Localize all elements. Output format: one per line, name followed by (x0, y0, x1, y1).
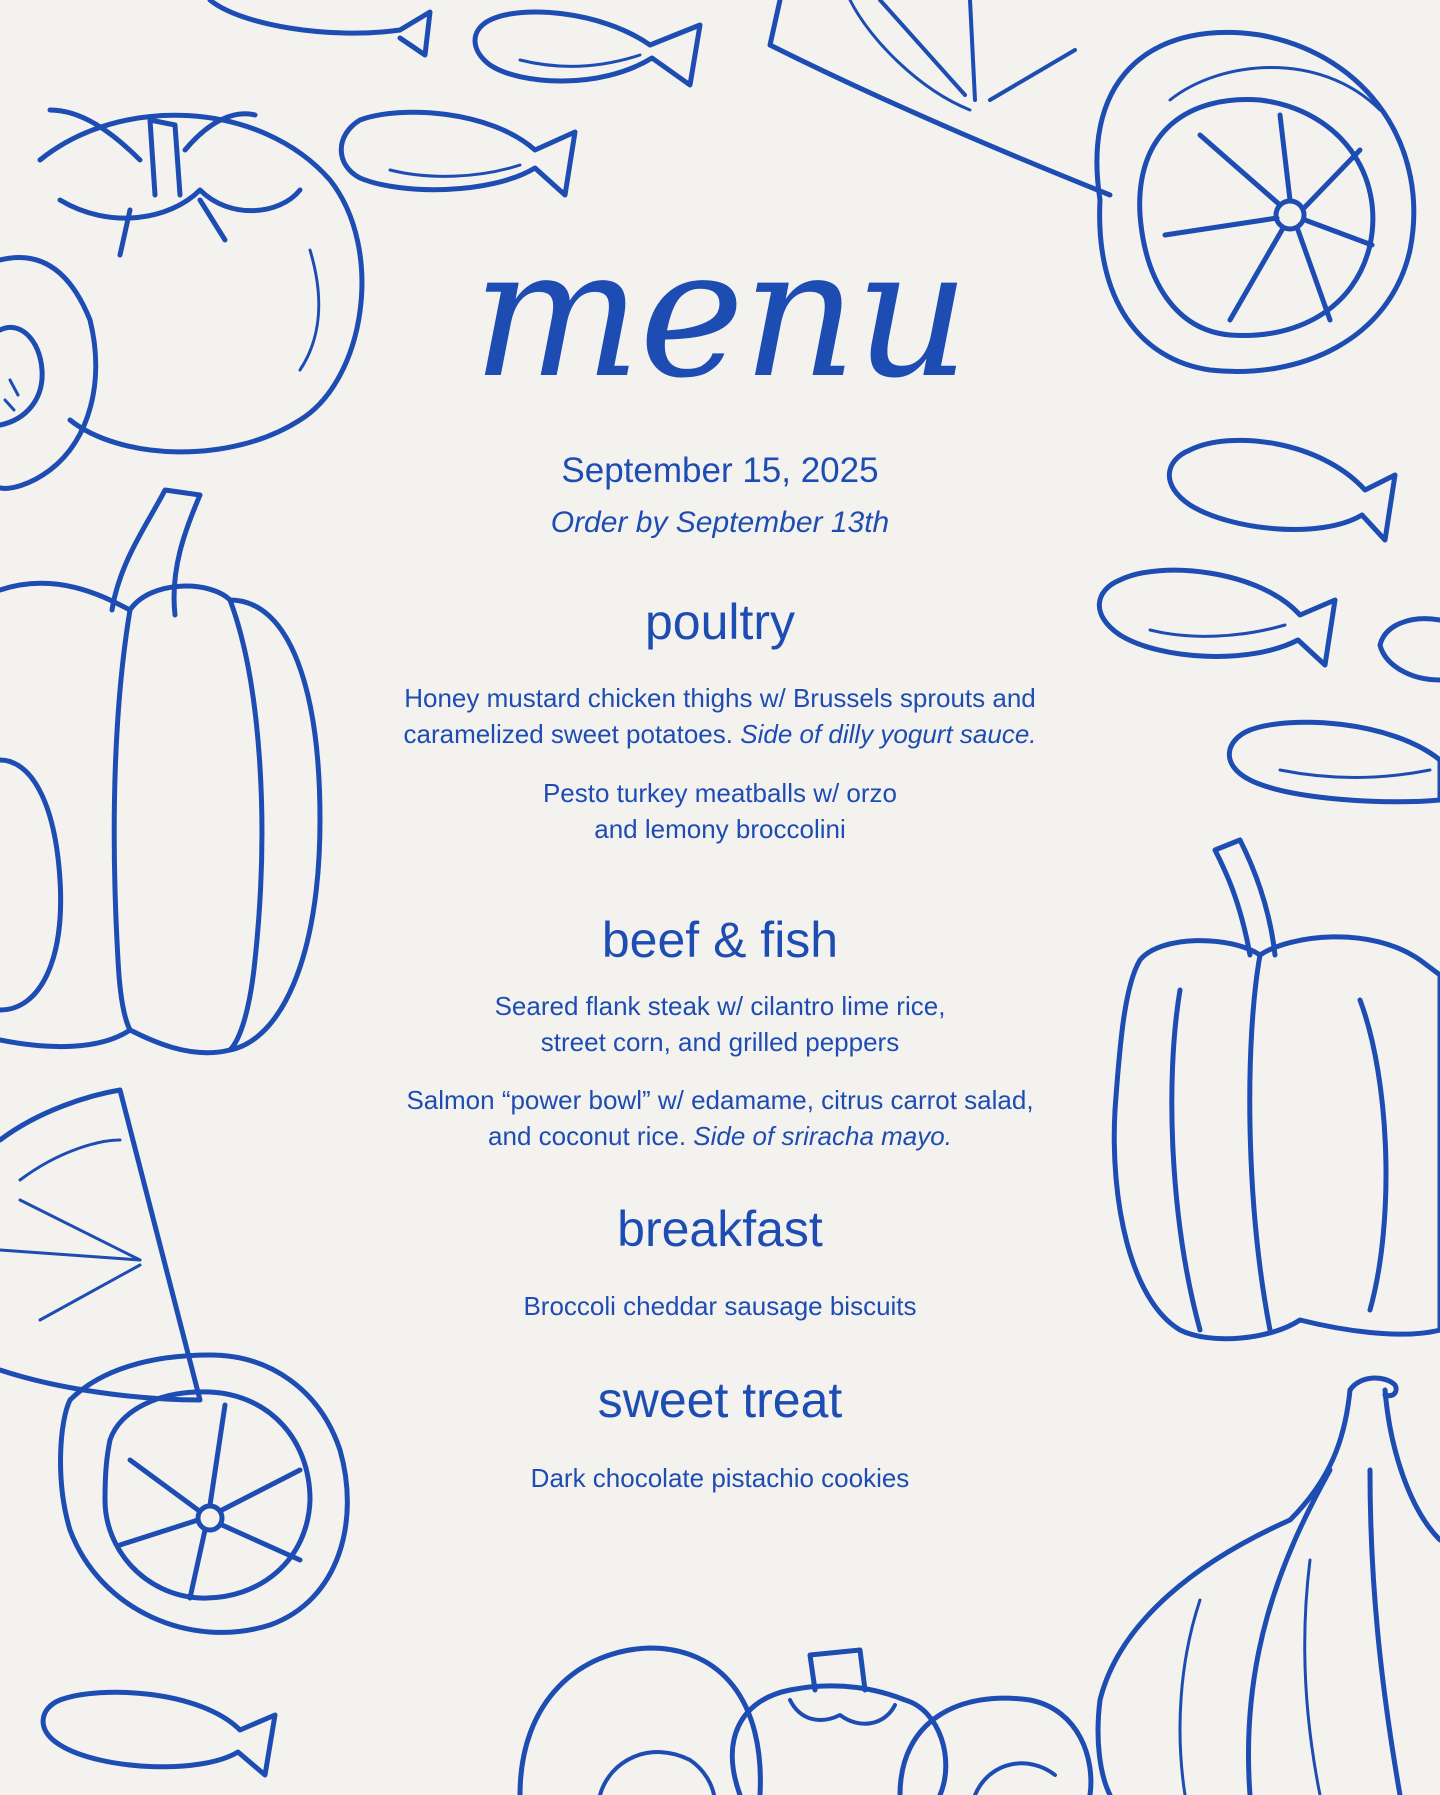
fish-icon (210, 0, 430, 55)
fish-icon (43, 1692, 275, 1775)
page-title: menu (472, 210, 968, 417)
menu-item (320, 775, 1120, 847)
menu-item-note: Side of sriracha mayo. (693, 1121, 952, 1151)
menu-item-line: Broccoli cheddar sausage biscuits (523, 1291, 917, 1321)
menu-item-line: caramelized sweet potatoes. (403, 719, 733, 749)
pumpkin-icon (732, 1650, 945, 1795)
orange-slice-icon (0, 1090, 347, 1632)
menu-item-line: Seared flank steak w/ cilantro lime rice, (494, 991, 946, 1021)
menu-item-line: and coconut rice. (488, 1121, 687, 1151)
menu-item (320, 1082, 1120, 1154)
pumpkin-icon (0, 490, 320, 1053)
garlic-icon (1098, 1378, 1440, 1795)
section-heading-sweet-treat: sweet treat (597, 1372, 843, 1428)
menu-item (320, 680, 1120, 752)
menu-item-line: Salmon “power bowl” w/ edamame, citrus carrot salad, (406, 1085, 1034, 1115)
menu-item-line: Honey mustard chicken thighs w/ Brussels sprouts and (404, 683, 1036, 713)
fish-icon (1099, 570, 1335, 665)
fish-icon (341, 112, 575, 195)
fish-icon (1380, 619, 1440, 680)
section-heading-poultry: poultry (644, 594, 796, 650)
menu-item (320, 1460, 1120, 1496)
section-heading-beef-fish: beef & fish (601, 912, 839, 968)
menu-item-line: and lemony broccolini (594, 814, 846, 844)
order-deadline: Order by September 13th (550, 506, 890, 539)
menu-date: September 15, 2025 (561, 451, 879, 490)
mushroom-icon (520, 1648, 1091, 1795)
pumpkin-icon (1114, 840, 1440, 1339)
menu-item-note: Side of dilly yogurt sauce. (740, 719, 1037, 749)
fish-icon (475, 12, 700, 85)
section-heading-breakfast: breakfast (617, 1201, 823, 1257)
fish-icon (1229, 722, 1440, 802)
tomato-icon (0, 110, 362, 488)
menu-item-line: Pesto turkey meatballs w/ orzo (542, 778, 898, 808)
menu-item (320, 1288, 1120, 1324)
menu-item (320, 988, 1120, 1060)
fish-icon (1169, 440, 1395, 540)
menu-item-line: street corn, and grilled peppers (540, 1027, 900, 1057)
menu-item-line: Dark chocolate pistachio cookies (530, 1463, 910, 1493)
